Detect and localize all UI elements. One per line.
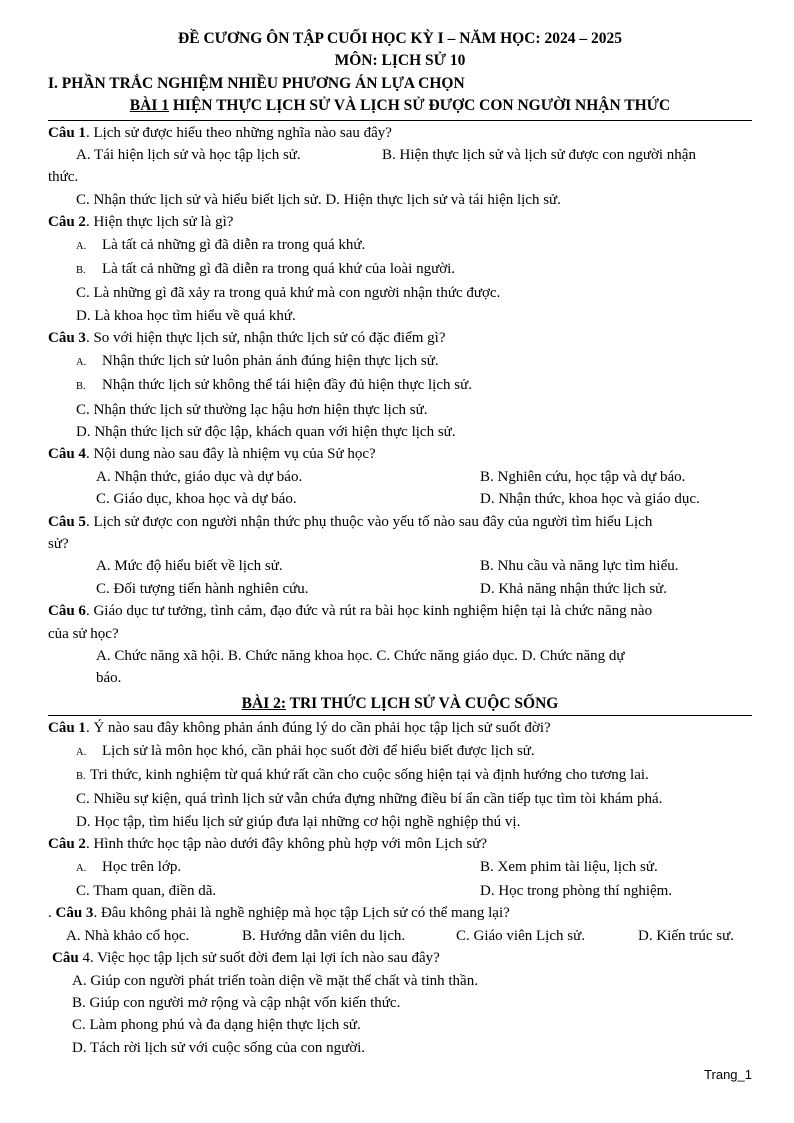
option-c: C. Đối tượng tiến hành nghiên cứu. <box>96 580 309 597</box>
option-a: A. Tái hiện lịch sử và học tập lịch sử. <box>76 147 301 164</box>
option-b: B. Tri thức, kinh nghiệm từ quá khứ rất cần cho cuộc sống hiện tại và định hướng cho tương lai. <box>76 767 649 783</box>
option-c: C. Làm phong phú và đa dạng hiện thực lịch sử. <box>72 1017 361 1034</box>
question-number: Câu 3 <box>55 905 94 922</box>
option-b-cont: thức. <box>48 169 79 186</box>
question-number: Câu 4 <box>48 446 86 463</box>
option-b: B. Nhu cầu và năng lực tìm hiểu. <box>480 558 679 575</box>
option-c: C. Giáo viên Lịch sử. <box>456 927 585 944</box>
option-a: A. Là tất cả những gì đã diễn ra trong quá khứ. <box>76 236 366 253</box>
option-row <box>48 856 752 880</box>
option-d: D. Tách rời lịch sử với cuộc sống của con người. <box>72 1039 366 1056</box>
options-inline: A. Chức năng xã hội. B. Chức năng khoa học. C. Chức năng giáo dục. D. Chức năng dự <box>96 647 625 664</box>
option-d: D. Khả năng nhận thức lịch sử. <box>480 580 668 597</box>
option-b: B. Nghiên cứu, học tập và dự báo. <box>480 468 686 485</box>
question-number: Câu <box>52 950 79 967</box>
question-number: Câu 1 <box>48 720 86 737</box>
question-text: . Giáo dục tư tưởng, tình cảm, đạo đức và rút ra bài học kinh nghiệm hiện tại là chức năng nào <box>85 603 653 620</box>
document-page <box>48 28 752 1059</box>
document-title: ĐỀ CƯƠNG ÔN TẬP CUỐI HỌC KỲ I – NĂM HỌC: 2024 – 2025 <box>178 30 622 47</box>
divider <box>48 120 752 121</box>
option-row <box>48 144 752 166</box>
option-c: C. Nhiều sự kiện, quá trình lịch sử vẫn chứa đựng những điều bí ẩn cần tiếp tục tìm tòi khám phá. <box>76 791 663 808</box>
option-row <box>48 578 752 600</box>
lesson2-label: BÀI 2: <box>241 694 287 712</box>
question-text: . Hiện thực lịch sử là gì? <box>85 214 234 231</box>
section-heading: I. PHẦN TRẮC NGHIỆM NHIỀU PHƯƠNG ÁN LỰA CHỌN <box>48 74 465 92</box>
option-c: C. Tham quan, điền dã. <box>76 883 217 900</box>
option-d: D. Là khoa học tìm hiểu về quá khứ. <box>76 307 296 324</box>
option-a: A. Nhận thức lịch sử luôn phản ánh đúng hiện thực lịch sử. <box>76 352 439 369</box>
option-d: D. Nhận thức lịch sử độc lập, khách quan với hiện thực lịch sử. <box>76 423 456 440</box>
question-number: Câu 2 <box>48 214 86 231</box>
question: . Câu 3. Đâu không phải là nghề nghiệp mà học tập Lịch sử có thể mang lại? <box>48 905 510 922</box>
option-d: D. Nhận thức, khoa học và giáo dục. <box>480 491 700 508</box>
question-number: Câu 2 <box>48 836 86 853</box>
option-a: A. Nhà khảo cổ học. <box>66 927 190 944</box>
lesson2-heading <box>48 693 752 715</box>
lesson1-title: HIỆN THỰC LỊCH SỬ VÀ LỊCH SỬ ĐƯỢC CON NGƯỜI NHẬN THỨC <box>168 97 671 115</box>
option-cd: C. Nhận thức lịch sử và hiểu biết lịch sử. D. Hiện thực lịch sử và tái hiện lịch sử. <box>76 191 561 208</box>
question <box>48 947 752 969</box>
question <box>48 833 752 855</box>
page-number: Trang_1 <box>704 1067 752 1082</box>
question-text: . Nội dung nào sau đây là nhiệm vụ của Sử học? <box>85 446 376 463</box>
question-text: . Lịch sử được con người nhận thức phụ thuộc vào yếu tố nào sau đây của người tìm hiểu Lịch <box>85 513 653 530</box>
question <box>48 327 752 349</box>
option-b: B. Là tất cả những gì đã diễn ra trong quá khứ của loài người. <box>76 261 456 278</box>
option-b: B. Hiện thực lịch sử và lịch sử được con người nhận <box>382 147 696 164</box>
subject-title: MÔN: LỊCH SỬ 10 <box>334 52 466 70</box>
question-text: . Hình thức học tập nào dưới đây không phù hợp với môn Lịch sử? <box>85 836 487 853</box>
question <box>48 600 752 622</box>
lesson2-title: TRI THỨC LỊCH SỬ VÀ CUỘC SỐNG <box>286 694 559 712</box>
option-c: C. Nhận thức lịch sử thường lạc hậu hơn hiện thực lịch sử. <box>76 401 428 418</box>
option-a: A. Lịch sử là môn học khó, cần phải học suốt đời để hiểu biết được lịch sử. <box>76 742 535 759</box>
question-number: Câu 5 <box>48 513 86 530</box>
question <box>48 122 752 144</box>
option-b: B. Nhận thức lịch sử không thể tái hiện đầy đủ hiện thực lịch sử. <box>76 377 472 394</box>
option-b: B. Hướng dẫn viên du lịch. <box>242 927 406 944</box>
lesson1-label: BÀI 1 <box>129 97 169 115</box>
option-row <box>48 555 752 577</box>
question-text: . Ý nào sau đây không phản ánh đúng lý do cần phải học tập lịch sử suốt đời? <box>85 720 551 737</box>
option-b: B. Xem phim tài liệu, lịch sử. <box>480 858 658 875</box>
option-row <box>48 488 752 510</box>
question-number: Câu 1 <box>48 124 86 141</box>
option-c: C. Là những gì đã xảy ra trong quả khứ mà con người nhận thức được. <box>76 285 501 302</box>
option-a: A. Mức độ hiểu biết về lịch sử. <box>96 558 283 575</box>
question <box>48 717 752 739</box>
lesson1-heading <box>48 95 752 117</box>
option-d: D. Học tập, tìm hiểu lịch sử giúp đưa lại những cơ hội nghề nghiệp thú vị. <box>76 813 521 830</box>
question-text: . So với hiện thực lịch sử, nhận thức lịch sử có đặc điểm gì? <box>85 330 446 347</box>
question <box>48 211 752 233</box>
option-a: A. Nhận thức, giáo dục và dự báo. <box>96 468 303 485</box>
option-row <box>48 925 748 947</box>
option-d: D. Học trong phòng thí nghiệm. <box>480 883 673 900</box>
question-text: . Lịch sử được hiểu theo những nghĩa nào sau đây? <box>85 124 392 141</box>
question-text-cont: của sử học? <box>48 625 119 642</box>
question-text: . Đâu không phải là nghề nghiệp mà học tập Lịch sử có thể mang lại? <box>93 905 510 922</box>
option-d: D. Kiến trúc sư. <box>638 927 735 944</box>
question-number: Câu 3 <box>48 330 86 347</box>
option-a: A. Giúp con người phát triển toàn diện về mặt thể chất và tinh thần. <box>72 972 478 989</box>
option-c: C. Giáo dục, khoa học và dự báo. <box>96 491 297 508</box>
option-b: B. Giúp con người mở rộng và cập nhật vốn kiến thức. <box>72 995 401 1012</box>
options-inline-cont: báo. <box>96 670 122 687</box>
question-text: 4. Việc học tập lịch sử suốt đời đem lại lợi ích nào sau đây? <box>78 950 440 967</box>
question <box>48 443 752 465</box>
option-row <box>48 466 752 488</box>
question <box>48 511 752 533</box>
option-row <box>48 880 752 902</box>
question-number: Câu 6 <box>48 603 86 620</box>
option-a: A. Học trên lớp. <box>76 858 182 875</box>
divider <box>48 715 752 716</box>
question-text-cont: sử? <box>48 535 69 552</box>
